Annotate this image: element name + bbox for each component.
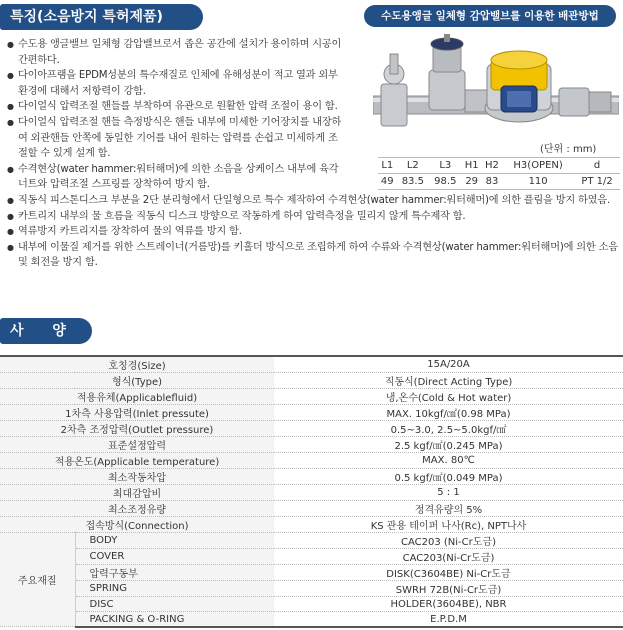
- table-row: DISC HOLDER(3604BE), NBR: [0, 597, 623, 612]
- dimension-unit: (단위 : mm): [540, 144, 597, 155]
- table-row: 적용온도(Applicable temperature) MAX. 80℃: [0, 453, 623, 469]
- feature-section-title: 특징(소음방지 특허제품): [10, 9, 163, 25]
- feature-section-header: [0, 4, 203, 30]
- table-row: 압력구동부 DISK(C3604BE) Ni-Cr도금: [0, 565, 623, 581]
- feature-list: [6, 37, 618, 271]
- list-item: ● 역류방지 카트리지를 장착하여 물의 역류를 방지 함.: [7, 226, 242, 238]
- table-row: 최소작동차압 0.5 kgf/㎠(0.049 MPa): [0, 469, 623, 485]
- list-item: ● 다이얼식 압력조절 핸들 측정방식은 핸들 내부에 미세한 기어장치를 내장하여 외관핸들 안쪽에 동일한 기어를 내어 원하는 압력를 손쉽고 미세하게 조절할 수 있게 설계 함.: [7, 116, 342, 160]
- list-item: ● 다이얼식 압력조절 핸들를 부착하여 유관으로 원활한 압력 조절이 용이 함.: [7, 101, 338, 113]
- dim-header: L3: [429, 158, 461, 174]
- dimension-table: [378, 157, 620, 190]
- image-caption: 수도용앵글 일체형 감압밸브를 이용한 배관방법: [364, 5, 616, 27]
- list-item: ● 내부에 이물질 제거를 위한 스트레이너(거름망)를 키홀더 방식으로 조립하게 하여 수류와 수격현상(water hammer:워터해머)에 의한 소음 및 회전을 방지 함.: [7, 241, 618, 269]
- spec-table: [0, 355, 623, 628]
- dimension-value-row: [378, 174, 620, 190]
- table-row: 호칭경(Size) 15A/20A: [0, 356, 623, 373]
- spec-section-title: 사 양: [10, 323, 78, 339]
- dim-value: 110: [502, 174, 574, 190]
- dim-header: L2: [397, 158, 429, 174]
- table-row: 최소조정유량 정격유량의 5%: [0, 501, 623, 517]
- spec-section-header: [0, 318, 92, 344]
- dim-value: 83: [482, 174, 502, 190]
- list-item: ● 수도용 앵글밸브 일체형 감압밸브로서 좁은 공간에 설치가 용이하며 시공이 간편하다.: [7, 39, 342, 66]
- table-row: 형식(Type) 직동식(Direct Acting Type): [0, 373, 623, 389]
- dim-value: 98.5: [429, 174, 461, 190]
- dim-value: 49: [378, 174, 397, 190]
- table-row: 주요재질 BODY CAC203 (Ni-Cr도금): [0, 533, 623, 549]
- table-row: COVER CAC203(Ni-Cr도금): [0, 549, 623, 565]
- table-row: 표준설정압력 2.5 kgf/㎠(0.245 MPa): [0, 437, 623, 453]
- list-item: ● 직동식 피스톤디스크 부분을 2단 분리형에서 단일형으로 특수 제작하여 수격현상(water hammer:워터해머)에 의한 플림을 방지 하였음.: [7, 194, 611, 206]
- table-row: 2차측 조정압력(Outlet pressure) 0.5~3.0, 2.5~5.0kgf/㎠: [0, 421, 623, 437]
- table-row: 1차측 사용압력(Inlet pressute) MAX. 10kgf/㎠(0.98 MPa): [0, 405, 623, 421]
- dim-header: H3(OPEN): [502, 158, 574, 174]
- list-item: ● 다이아프램을 EPDM성분의 특수재질로 인체에 유해성분이 적고 열과 외부 환경에 대해서 저항력이 강함.: [7, 70, 338, 97]
- table-row: 적용유체(Applicablefluid) 냉,온수(Cold & Hot water): [0, 389, 623, 405]
- dim-header: H1: [462, 158, 482, 174]
- table-row: PACKING & O-RING E.P.D.M: [0, 612, 623, 627]
- dim-value: 29: [462, 174, 482, 190]
- table-row: SPRING SWRH 72B(Ni-Cr도금): [0, 581, 623, 597]
- table-row: 접속방식(Connection) KS 관용 테이퍼 나사(Rc), NPT나사: [0, 517, 623, 533]
- material-group-label: 주요재질: [0, 533, 75, 627]
- dim-header: H2: [482, 158, 502, 174]
- list-item: ● 수격현상(water hammer:워터해머)에 의한 소음을 상케이스 내부에 육각너트와 압력조절 스프링를 장착하여 방지 함.: [7, 163, 339, 191]
- dim-value: PT 1/2: [574, 174, 620, 190]
- dimension-header-row: [378, 158, 620, 174]
- table-row: 최대감압비 5 : 1: [0, 485, 623, 501]
- dim-value: 83.5: [397, 174, 429, 190]
- dim-header: d: [574, 158, 620, 174]
- dim-header: L1: [378, 158, 397, 174]
- list-item: ● 카트리지 내부의 물 흐름을 직동식 디스크 방향으로 작동하게 하여 압력측정을 밀리지 않게 특수제작 함.: [7, 210, 466, 222]
